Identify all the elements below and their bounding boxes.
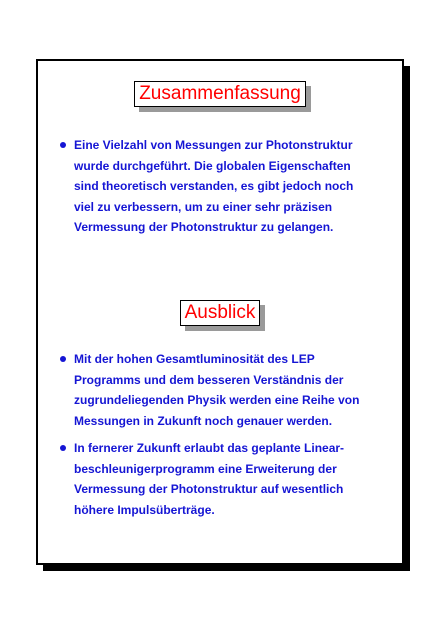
bullet-dot-icon [60,356,66,362]
bullet-dot-icon [60,445,66,451]
outlook-heading: Ausblick [180,300,261,326]
outlook-item-linear-collider [60,438,386,520]
bullet-dot-icon [60,142,66,148]
outlook-heading-wrap [38,300,402,326]
summary-item [60,135,386,238]
summary-heading: Zusammenfassung [134,81,306,107]
outlook-item-text: In fernerer Zukunft erlaubt das geplante Linear- beschleunigerprogramm eine Erweiterung der Vermessung der Photonstruktur auf wesentlich höhere Impulsüberträge. [74,441,345,517]
outlook-item-text: Mit der hohen Gesamtluminosität des LEP Programms und dem besseren Verständnis der zugrundeliegenden Physik werden eine Reihe von Messungen in Zukunft noch genauer werden. [74,352,360,428]
summary-heading-wrap [38,81,402,107]
summary-item-text: Eine Vielzahl von Messungen zur Photonstruktur wurde durchgeführt. Die globalen Eigenschaften sind theoretisch verstanden, es gibt jedoch noch viel zu verbessern, um zu einer sehr präzisen Vermessung der Photonstruktur zu gelangen. [74,138,354,234]
outlook-list [60,349,386,527]
outlook-item-luminosity [60,349,386,431]
slide-page [36,59,404,565]
summary-list [60,135,386,245]
